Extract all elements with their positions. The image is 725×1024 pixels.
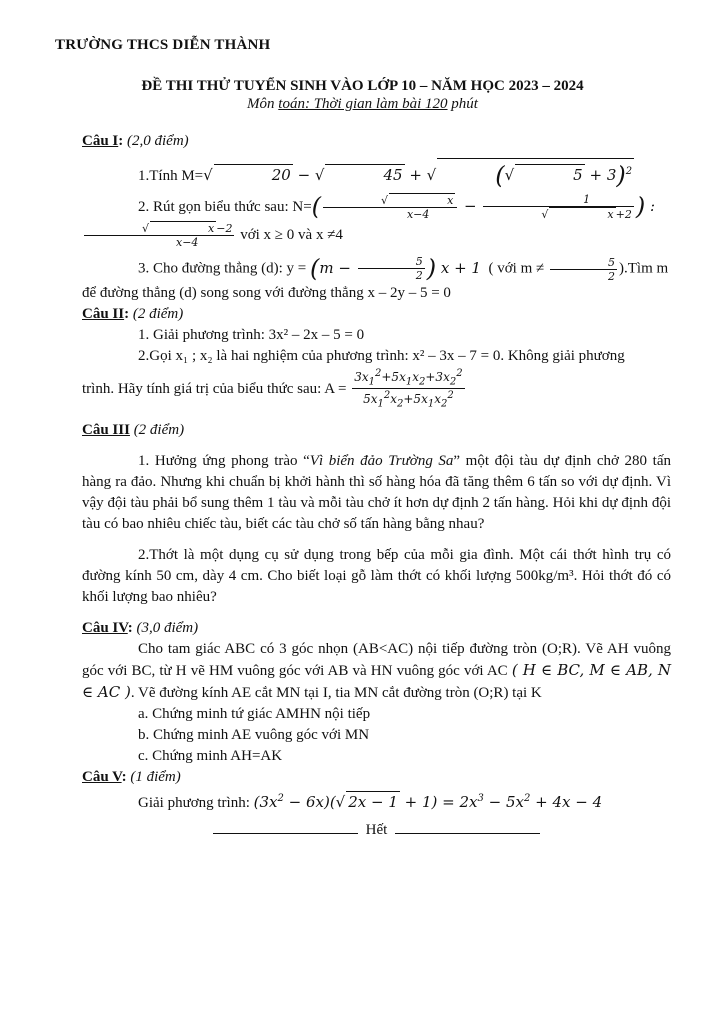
points: (2 điểm): [133, 422, 185, 439]
part-text: 3. Cho đường thẳng (d): y =: [138, 260, 307, 277]
question-label: Câu III: [82, 422, 130, 439]
part-text: 1. Hưởng ứng phong trào “: [138, 453, 310, 470]
question-2-part-1: 1. Giải phương trình: 3x² – 2x – 5 = 0: [138, 326, 365, 343]
question-3-heading: [82, 420, 671, 441]
part-text: 1.Tính M=: [138, 168, 204, 184]
question-4-part-c: c. Chứng minh AH=AK: [138, 748, 283, 765]
points: (2 điểm): [132, 305, 184, 322]
formula-m: √ 20 − √ 45 + √ (√ 5 + 3)$^2$: [203, 166, 634, 184]
question-1-part-3: 3. Cho đường thẳng (d): y = (m − $\frac{5}{2}$ ) x + 1 ( với m ≠ $\frac{5}{2}$ ).Tìm m để đường thẳng (d) song song với đường thẳng x – 2y – 5 = 0: [82, 254, 669, 301]
question-1-part-1: [82, 158, 671, 190]
question-1-heading: Câu I: (2,0 điểm): [82, 133, 189, 149]
formula-n: ( $\frac{√ x}{x-4}$ − $\frac{1}{√ x +2}$ ) : $\frac{√ x -2}{x-4}$: [82, 197, 655, 243]
points: (3,0 điểm): [136, 620, 199, 637]
part-text: ” một đội tàu dự định chở 280 tấn hàng ra đảo. Nhưng khi chuẩn bị khởi hành thì số hàng hóa đã tăng thêm 6 tấn so với dự định. Vì vậy đội tàu phải bổ sung thêm 1 tàu và mỗi tàu chở ít hơn dự định 2 tấn hàng. Hỏi khi dự định đội tàu có bao nhiêu chiếc tàu, biết các tàu chở số tấn hàng bằng nhau?: [82, 453, 671, 533]
question-2-part-2b: [82, 367, 671, 411]
question-label: Câu IV: [82, 620, 128, 637]
question-4-intro: [82, 639, 671, 704]
question-4-heading: Câu IV: (3,0 điểm): [82, 620, 199, 637]
subtitle-suffix: phút: [447, 96, 478, 112]
campaign-name: Vì biển đảo Trường Sa: [309, 453, 454, 470]
question-3-part-1: [82, 451, 671, 535]
part-condition: với x ≥ 0 và x ≠4: [240, 227, 343, 243]
part-text: Giải phương trình:: [138, 795, 250, 812]
part-text: trình. Hãy tính giá trị của biểu thức sau: A =: [82, 380, 347, 397]
points: (1 điểm): [130, 769, 181, 786]
formula-a: $\frac{3x_1^2+5x_1x_2+3x_2^2}{5x_1^2x_2+5x_1x_2^2}$: [354, 367, 463, 410]
school-name: TRƯỜNG THCS DIỄN THÀNH: [55, 37, 271, 53]
intro-text: . Vẽ đường kính AE cắt MN tại I, tia MN cắt đường tròn (O;R) tại K: [130, 685, 542, 702]
exam-subtitle: [0, 96, 725, 113]
question-3-part-2: 2.Thớt là một dụng cụ sử dụng trong bếp của mỗi gia đình. Một cái thớt hình trụ có đường kính 50 cm, dày 4 cm. Cho biết loại gỗ làm thớt có khối lượng 500kg/m³. Hỏi thớt đó có khối lượng bao nhiêu?: [82, 547, 671, 606]
part-text: 2. Rút gọn biểu thức sau: N=: [138, 199, 312, 215]
question-4-part-b: b. Chứng minh AE vuông góc với MN: [138, 727, 370, 744]
intro-condition: ( H ∈ BC, M ∈ AB, N ∈ AC ): [82, 661, 672, 702]
subtitle-prefix: Môn: [247, 96, 279, 112]
points: (2,0 điểm): [127, 133, 189, 149]
exam-content: [82, 131, 671, 856]
subtitle-underlined: toán: Thời gian làm bài 120: [278, 96, 448, 112]
question-4-part-a: a. Chứng minh tứ giác AMHN nội tiếp: [138, 706, 371, 723]
question-label: Câu V: [82, 769, 122, 786]
intro-text: Cho tam giác ABC có 3 góc nhọn (AB<AC) nội tiếp đường tròn (O;R). Vẽ AH vuông góc với BC, từ H vẽ HM vuông góc với AB và HN vuông góc với AC: [82, 641, 671, 680]
part-rest: .Tìm m để đường thẳng (d) song song với đường thẳng x – 2y – 5 = 0: [82, 260, 669, 301]
end-line-left: [213, 833, 358, 834]
question-5-heading: Câu V: (1 điểm): [82, 769, 181, 786]
question-1-part-2: [82, 193, 671, 249]
exam-title: ĐỀ THI THỬ TUYỂN SINH VÀO LỚP 10 – NĂM HỌC 2023 – 2024: [141, 78, 584, 94]
question-5-body: [82, 788, 671, 814]
end-line-right: [395, 833, 540, 834]
question-label: Câu I: [82, 133, 119, 149]
end-marker: [82, 820, 671, 841]
question-label: Câu II: [82, 305, 125, 322]
question-2-part-2a: 2.Gọi x₁ ; x₂ là hai nghiệm của phương trình: x² – 3x – 7 = 0. Không giải phương: [138, 347, 625, 364]
formula-line: (m − $\frac{5}{2}$ ) x + 1: [310, 254, 481, 282]
end-text: Hết: [365, 822, 388, 839]
formula-v: $(3x^2 - 6x)(√$ $2x - 1 + 1) = 2x^3 - 5x^2 + 4x - 4$: [253, 793, 603, 812]
question-2-heading: Câu II: (2 điểm): [82, 305, 184, 322]
